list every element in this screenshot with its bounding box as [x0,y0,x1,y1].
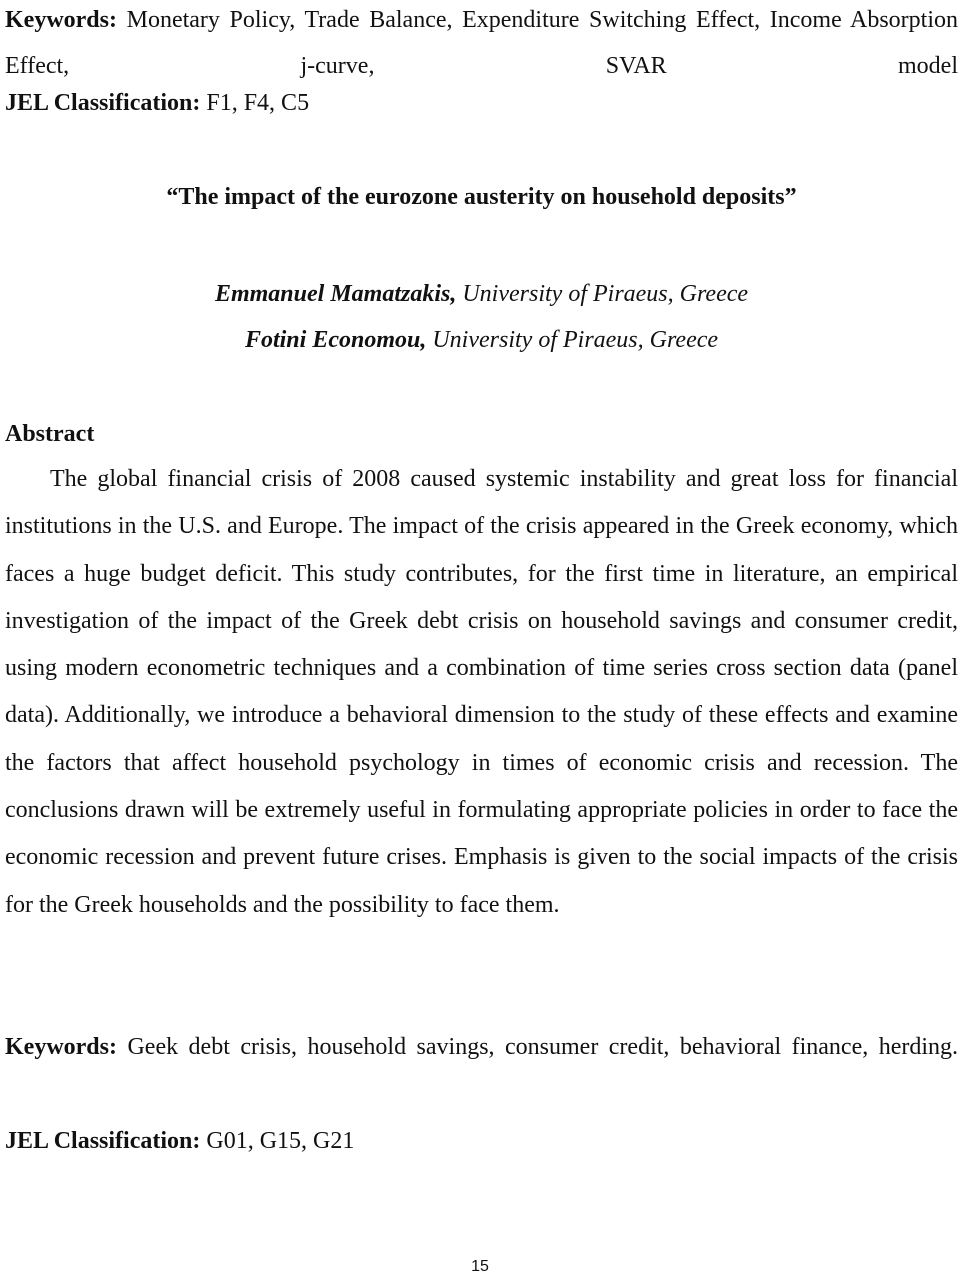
author-name: Fotini Economou, [244,327,427,353]
paper-title: “The impact of the eurozone austerity on household deposits” [166,184,797,210]
abstract-body: The global financial crisis of 2008 caused systemic instability and great loss for financial institutions in the U.S. and Europe. The impact of the crisis appeared in the Greek economy, which faces a huge budget deficit. This study contributes, for the first time in literature, an empirical investigation of the impact of the Greek debt crisis on household savings and consumer credit, using modern econometric techniques and a combination of time series cross section data (panel data). Additionally, we introduce a behavioral dimension to the study of these effects and examine the factors that affect household psychology in times of economic crisis and recession. The conclusions drawn will be extremely useful in formulating appropriate policies in order to face the economic recession and prevent future crises. Emphasis is given to the social impacts of the crisis for the Greek households and the possibility to face them. [5,466,958,918]
prev-jel [5,90,958,117]
author-affiliation: University of Piraeus, Greece [432,327,719,353]
prev-jel-label: JEL Classification: [5,90,201,116]
author-name: Emmanuel Mamatzakis, [214,281,457,307]
prev-jel-text: F1, F4, C5 [206,90,310,116]
keywords-text: Geek debt crisis, household savings, consumer credit, behavioral finance, herding. [127,1034,959,1060]
jel-label: JEL Classification: [5,1128,201,1154]
page-number: 15 [471,1258,489,1275]
prev-keywords-text: Monetary Policy, Trade Balance, Expenditure Switching Effect, Income Absorption Effect, j-curve, SVAR model [5,7,959,79]
author-line-1 [5,281,958,308]
abstract-heading [5,421,958,448]
author-affiliation: University of Piraeus, Greece [462,281,749,307]
prev-keywords-label: Keywords: [5,7,117,33]
keywords [5,1024,958,1071]
prev-keywords [5,0,958,89]
jel-classification [5,1128,958,1155]
keywords-label: Keywords: [5,1034,117,1060]
jel-text: G01, G15, G21 [206,1128,355,1154]
author-line-2 [5,327,958,354]
abstract-heading-text: Abstract [5,421,95,447]
